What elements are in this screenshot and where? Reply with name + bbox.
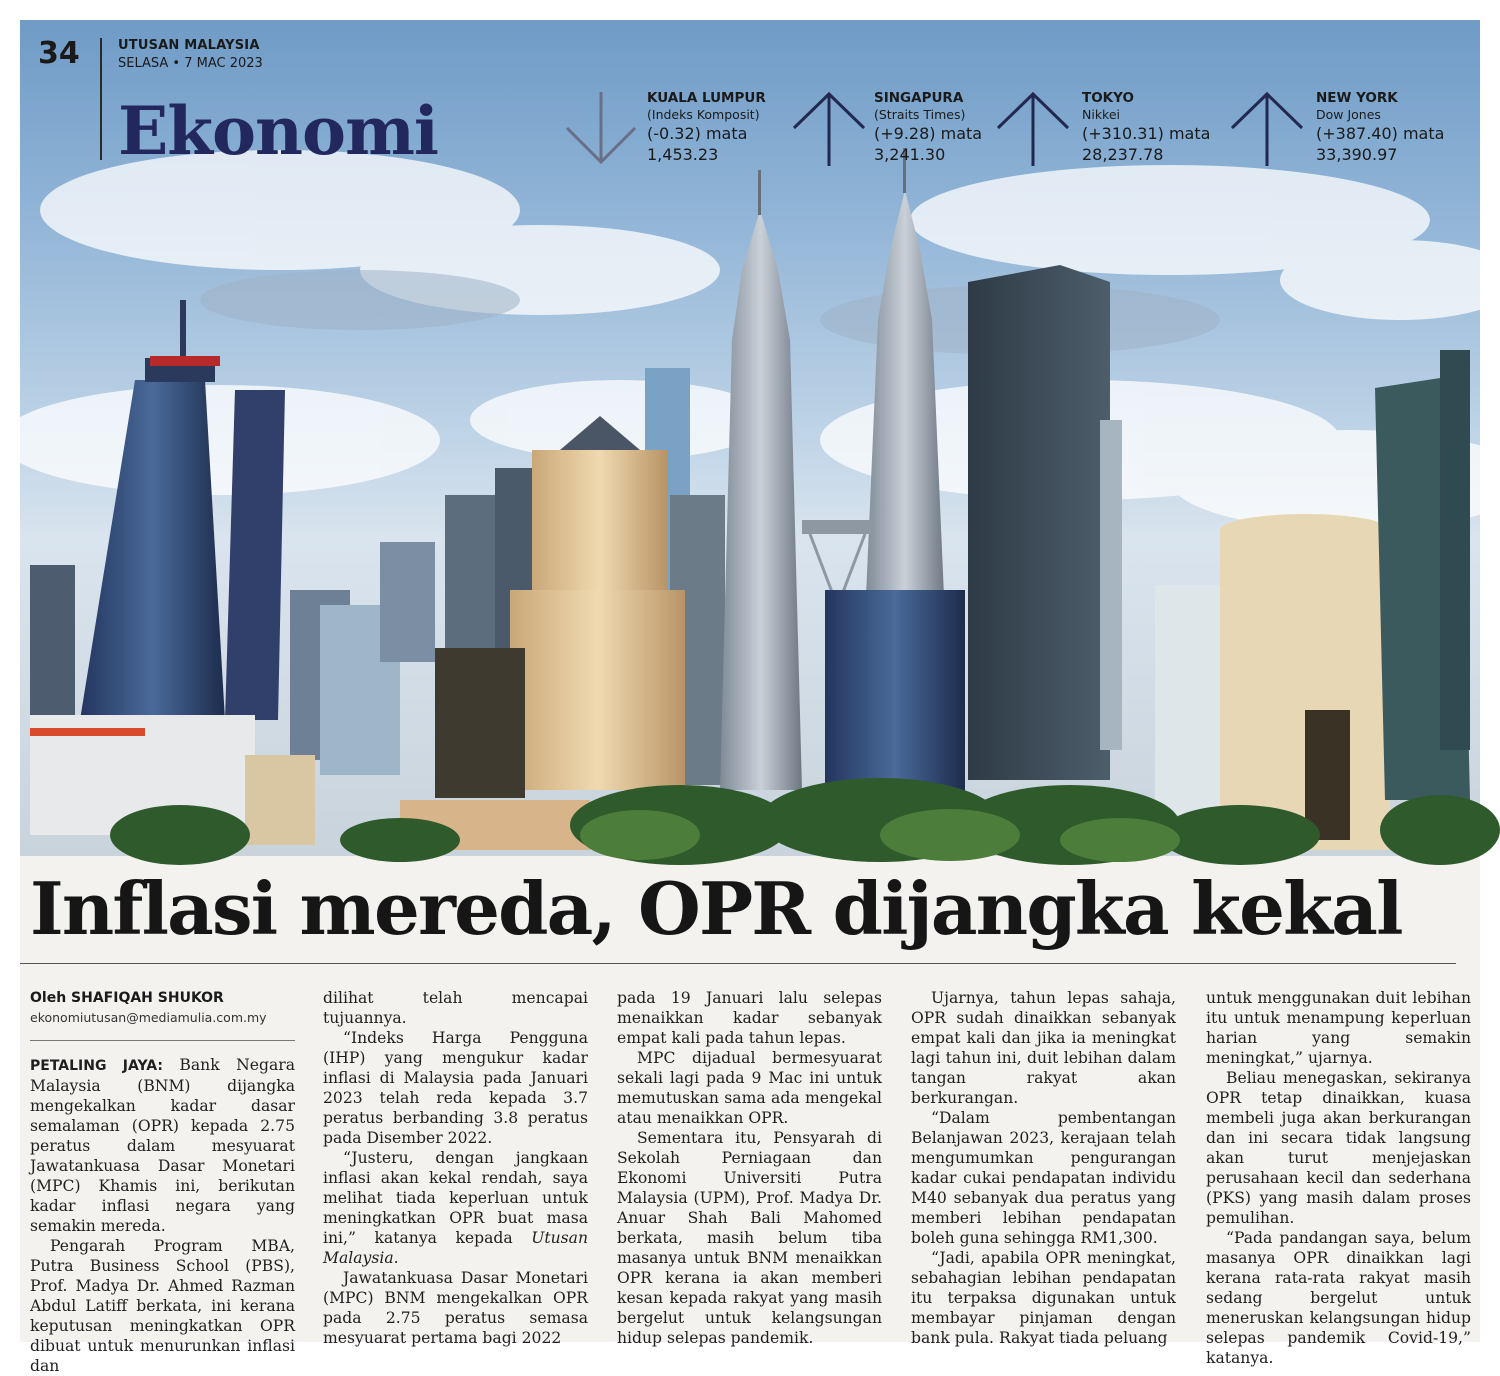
up-arrow-icon [792,90,872,170]
market-value: 1,453.23 [647,145,719,164]
market-city: NEW YORK [1316,90,1398,106]
market-value: 33,390.97 [1316,145,1398,164]
market-index-name: (Indeks Komposit) [647,107,760,122]
paragraph-text: “Justeru, dengan jangkaan inflasi akan kekal rendah, saya melihat tiada keperluan untuk meningkatkan OPR buat masa ini,” katanya kepada [323,1149,588,1247]
market-change: (+310.31) mata [1082,124,1211,143]
section-title: Ekonomi [118,92,438,170]
article-paragraph: Ujarnya, tahun lepas sahaja, OPR sudah dinaikkan sebanyak empat kali dan jika ia meningkat lagi tahun ini, duit lebihan dalam tangan rakyat akan berkurangan. [911,989,1176,1107]
market-city: TOKYO [1082,90,1134,106]
article-paragraph [323,1148,588,1268]
article-paragraph: untuk menggunakan duit lebihan itu untuk menampung keperluan harian yang semakin meningkat,” ujarnya. [1206,989,1471,1067]
author-email: ekonomiutusan@mediamulia.com.my [30,1010,267,1025]
market-city: SINGAPURA [874,90,964,106]
market-index-name: (Straits Times) [874,107,966,122]
page-number: 34 [38,36,80,71]
author-byline: Oleh SHAFIQAH SHUKOR [30,990,224,1006]
article-column-1 [30,988,295,1376]
article-column-5 [1206,988,1471,1368]
kuala-lumpur-skyline-photo [20,20,1480,856]
article-column-3 [617,988,882,1348]
paragraph-text: Bank Negara Malaysia (BNM) dijangka mengekalkan kadar dasar semalaman (OPR) kepada 2.75 peratus dalam mesyuarat Jawatankuasa Dasar Monetari (MPC) Khamis ini, berikutan kadar inflasi negara yang semakin mereda. [30,1056,295,1235]
article-paragraph: dilihat telah mencapai tujuannya. [323,989,588,1027]
publication-date: SELASA • 7 MAC 2023 [118,56,263,71]
masthead-divider [100,38,102,160]
market-index-name: Nikkei [1082,107,1121,122]
article-paragraph: Jawatankuasa Dasar Monetari (MPC) BNM mengekalkan OPR pada 2.75 peratus semasa mesyuarat pertama bagi 2022 [323,1269,588,1347]
up-arrow-icon [1230,90,1310,170]
article-paragraph: “Pada pandangan saya, belum masanya OPR dinaikkan lagi kerana rata-rata rakyat masih sedang bergelut untuk meneruskan kelangsungan hidup selepas pandemik Covid-19,” katanya. [1206,1229,1471,1367]
up-arrow-icon [996,90,1076,170]
down-arrow-icon [565,90,645,170]
publication-reference: Utusan Malaysia [323,1229,588,1267]
article-paragraph: pada 19 Januari lalu selepas menaikkan kadar sebanyak empat kali pada tahun lepas. [617,989,882,1047]
article-paragraph: MPC dijadual bermesyuarat sekali lagi pada 9 Mac ini untuk memutuskan sama ada mengekal atau menaikkan OPR. [617,1049,882,1127]
paragraph-text: . [393,1249,399,1267]
market-change: (+387.40) mata [1316,124,1445,143]
byline-divider [30,1040,295,1041]
publication-name: UTUSAN MALAYSIA [118,38,260,53]
market-value: 3,241.30 [874,145,946,164]
market-index-name: Dow Jones [1316,107,1381,122]
article-column-4 [911,988,1176,1348]
article-headline: Inflasi mereda, OPR dijangka kekal [30,866,1402,951]
article-paragraph: “Jadi, apabila OPR meningkat, sebahagian lebihan pendapatan itu terpaksa digunakan untuk membayar pinjaman dengan bank pula. Rakyat tiada peluang [911,1249,1176,1347]
article-paragraph [30,1055,295,1236]
article-paragraph: “Indeks Harga Pengguna (IHP) yang mengukur kadar inflasi di Malaysia pada Januari 2023 telah reda kepada 3.7 peratus berbanding 3.8 peratus pada Disember 2022. [323,1029,588,1147]
dateline: PETALING JAYA: [30,1058,163,1074]
article-paragraph: Beliau menegaskan, sekiranya OPR tetap dinaikkan, kuasa membeli juga akan berkurangan dan ini secara tidak langsung akan turut menjejaskan perusahaan kecil dan sederhana (PKS) yang masih dalam proses pemulihan. [1206,1069,1471,1227]
market-change: (+9.28) mata [874,124,983,143]
article-paragraph: Sementara itu, Pensyarah di Sekolah Perniagaan dan Ekonomi Universiti Putra Malaysia (UPM), Prof. Madya Dr. Anuar Shah Bali Mahomed berkata, masih belum tiba masanya untuk BNM menaikkan OPR kerana ia akan memberi kesan kepada rakyat yang masih bergelut untuk kelangsungan hidup selepas pandemik. [617,1129,882,1347]
headline-divider [20,963,1456,964]
article-column-2 [323,988,588,1348]
article-paragraph: “Dalam pembentangan Belanjawan 2023, kerajaan telah mengumumkan pengurangan kadar cukai pendapatan individu M40 sebanyak dua peratus yang memberi lebihan pendapatan boleh guna sehingga RM1,300. [911,1109,1176,1247]
article-paragraph: Pengarah Program MBA, Putra Business School (PBS), Prof. Madya Dr. Ahmed Razman Abdul Latiff berkata, ini kerana keputusan meningkatkan OPR dibuat untuk menurunkan inflasi dan [30,1237,295,1375]
newspaper-page [20,20,1480,1375]
market-change: (-0.32) mata [647,124,748,143]
market-value: 28,237.78 [1082,145,1164,164]
market-city: KUALA LUMPUR [647,90,766,106]
